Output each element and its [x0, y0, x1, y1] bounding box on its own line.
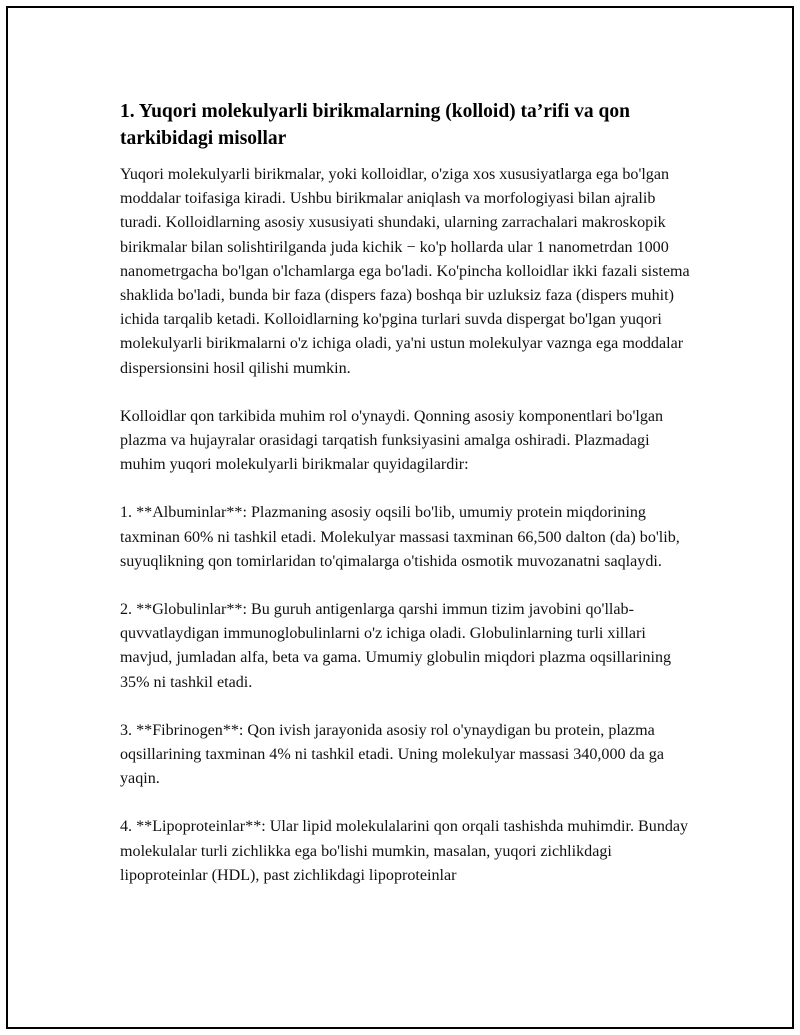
section-heading: 1. Yuqori molekulyarli birikmalarning (kolloid) ta’rifi va qon tarkibidagi misollar [120, 101, 630, 149]
list-item-lipoproteins: 4. **Lipoproteinlar**: Ular lipid molekulalarini qon orqali tashishda muhimdir. Bunday molekulalar turli zichlikka ega bo'lishi mumkin, masalan, yuqori zichlikdagi lipoproteinlar (HDL), past zichlikdagi lipoproteinlar [120, 818, 689, 884]
document-body [120, 98, 694, 888]
list-item-albumins: 1. **Albuminlar**: Plazmaning asosiy oqsili bo'lib, umumiy protein miqdorining taxminan 60% ni tashkil etadi. Molekulyar massasi taxminan 66,500 dalton (da) bo'lib, suyuqlikning qon tomirlaridan to'qimalarga o'tishida osmotik muvozanatni saqlaydi. [120, 504, 680, 570]
list-item-globulins: 2. **Globulinlar**: Bu guruh antigenlarga qarshi immun tizim javobini qo'llab-quvvatlaydigan immunoglobulinlarni o'z ichiga oladi. Globulinlarning turli xillari mavjud, jumladan alfa, beta va gama. Umumiy globulin miqdori plazma oqsillarining 35% ni tashkil etadi. [120, 601, 672, 691]
paragraph-colloid-definition: Yuqori molekulyarli birikmalar, yoki kolloidlar, o'ziga xos xususiyatlarga ega bo'lgan moddalar toifasiga kiradi. Ushbu birikmalar aniqlash va morfologiyasi bilan ajralib turadi. Kolloidlarning asosiy xususiyati shundaki, ularning zarrachalari makroskopik birikmalar bilan solishtirilganda juda kichik − ko'p hollarda ular 1 nanometrdan 1000 nanometrgacha bo'lgan o'lchamlarga ega bo'ladi. Ko'pincha kolloidlar ikki fazali sistema shaklida bo'ladi, bunda bir faza (dispers faza) boshqa bir uzluksiz faza (dispers muhit) ichida tarqalib ketadi. Kolloidlarning ko'pgina turlari suvda dispergat bo'lgan yuqori molekulyarli birikmalarni o'z ichiga oladi, ya'ni ustun molekulyar vaznga ega moddalar dispersionsini hosil qilishi mumkin. [120, 166, 690, 377]
paragraph-colloids-in-blood: Kolloidlar qon tarkibida muhim rol o'ynaydi. Qonning asosiy komponentlari bo'lgan plazma va hujayralar orasidagi tarqatish funksiyasini amalga oshiradi. Plazmadagi muhim yuqori molekulyarli birikmalar quyidagilardir: [120, 407, 664, 474]
list-item-fibrinogen: 3. **Fibrinogen**: Qon ivish jarayonida asosiy rol o'ynaydigan bu protein, plazma oqsillarining taxminan 4% ni tashkil etadi. Uning molekulyar massasi 340,000 da ga yaqin. [120, 721, 664, 788]
page-frame [6, 6, 794, 1029]
